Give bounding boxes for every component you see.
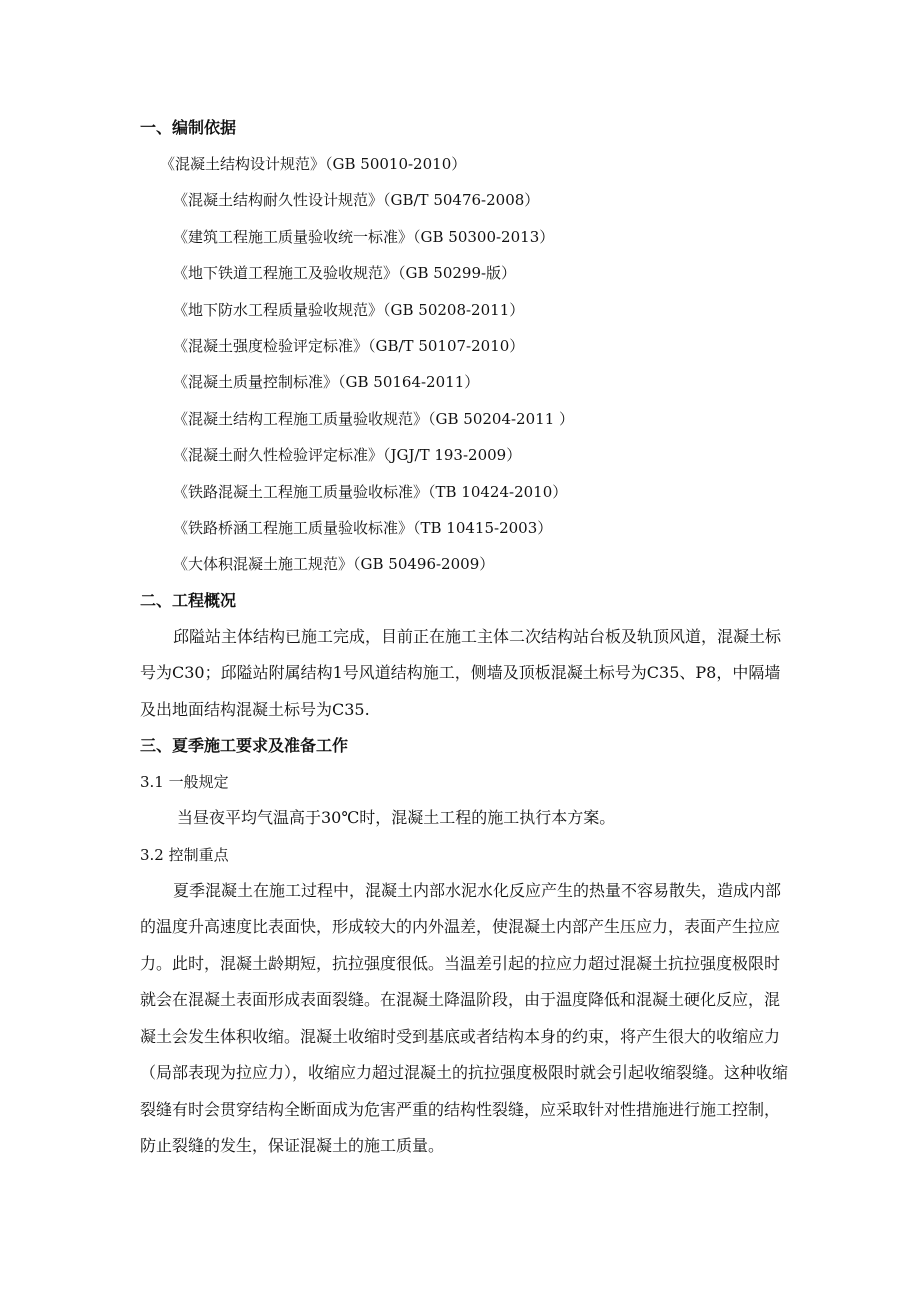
reference-item: 《大体积混凝土施工规范》（GB 50496-2009）: [173, 555, 495, 574]
subsection-heading-general: 3.1 一般规定: [140, 773, 229, 792]
reference-list: [140, 146, 790, 583]
reference-item: 《铁路桥涵工程施工质量验收标准》（TB 10415-2003）: [173, 518, 553, 537]
reference-item: 《混凝土质量控制标准》（GB 50164-2011）: [173, 373, 480, 392]
reference-item: 《建筑工程施工质量验收统一标准》（GB 50300-2013）: [173, 227, 555, 246]
document-body: [140, 110, 790, 1165]
section-heading-overview: 二、工程概况: [140, 590, 237, 610]
subsection-heading-control-focus: 3.2 控制重点: [140, 845, 229, 864]
reference-item: 《混凝土结构工程施工质量验收规范》（GB 50204-2011 ）: [173, 409, 575, 428]
reference-item: 《混凝土耐久性检验评定标准》（JGJ/T 193-2009）: [173, 446, 522, 465]
general-paragraph: 当昼夜平均气温高于30℃时，混凝土工程的施工执行本方案。: [177, 808, 616, 828]
reference-item: 《混凝土强度检验评定标准》（GB/T 50107-2010）: [173, 336, 525, 355]
reference-item: 《地下防水工程质量验收规范》（GB 50208-2011）: [173, 300, 525, 319]
section-heading-basis: 一、编制依据: [140, 118, 237, 137]
reference-item: 《地下铁道工程施工及验收规范》（GB 50299-版）: [173, 264, 517, 283]
overview-paragraph: 邱隘站主体结构已施工完成，目前正在施工主体二次结构站台板及轨顶风道，混凝土标号为C30；邱隘站附属结构1号风道结构施工，侧墙及顶板混凝土标号为C35、P8，中隔墙及出地面结构混凝土标号为C35.: [140, 626, 782, 719]
control-focus-paragraph: 夏季混凝土在施工过程中，混凝土内部水泥水化反应产生的热量不容易散失，造成内部的温度升高速度比表面快，形成较大的内外温差，使混凝土内部产生压应力，表面产生拉应力。此时，混凝土龄期短，抗拉强度很低。当温差引起的拉应力超过混凝土抗拉强度极限时就会在混凝土表面形成表面裂缝。在混凝土降温阶段，由于温度降低和混凝土硬化反应，混凝土会发生体积收缩。混凝土收缩时受到基底或者结构本身的约束，将产生很大的收缩应力（局部表现为拉应力），收缩应力超过混凝土的抗拉强度极限时就会引起收缩裂缝。这种收缩裂缝有时会贯穿结构全断面成为危害严重的结构性裂缝，应采取针对性措施进行施工控制，防止裂缝的发生，保证混凝土的施工质量。: [140, 880, 789, 1156]
reference-item: 《铁路混凝土工程施工质量验收标准》（TB 10424-2010）: [173, 482, 568, 501]
section-heading-summer-requirements: 三、夏季施工要求及准备工作: [140, 736, 349, 756]
reference-item: 《混凝土结构设计规范》（GB 50010-2010）: [160, 155, 467, 173]
reference-item: 《混凝土结构耐久性设计规范》（GB/T 50476-2008）: [173, 191, 540, 210]
